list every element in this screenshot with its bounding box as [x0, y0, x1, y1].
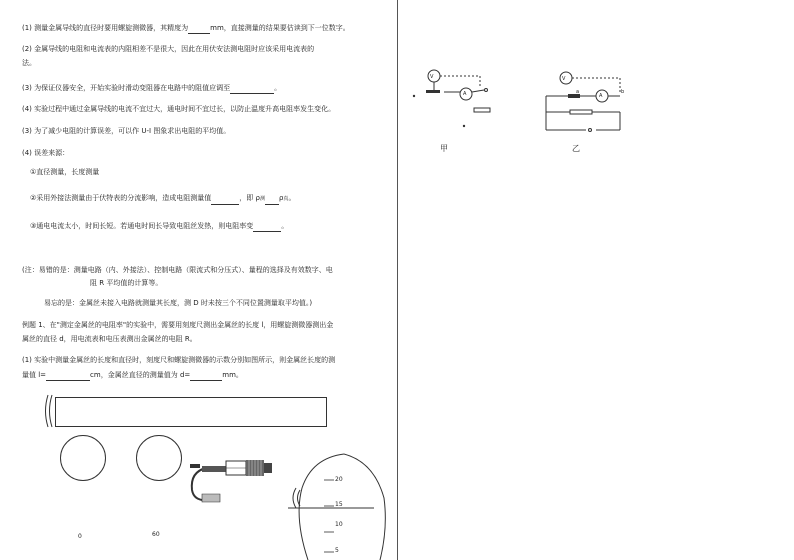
left-column — [0, 0, 396, 560]
line-3: (3) 为保证仪器安全，开始实验时滑动变阻器在电路中的阻值应调至 。 — [22, 84, 282, 92]
scale-label-0: 0 — [78, 533, 82, 540]
line-2b: 法。 — [22, 59, 36, 67]
thimble-label-20: 20 — [335, 476, 343, 483]
blank-measured — [211, 193, 239, 205]
note-line-1: (注：易错的是：测量电路（内、外接法）、控制电路（限流式和分压式）、量程的选择及有效数字、电 — [22, 266, 333, 274]
blank-compare — [265, 193, 279, 205]
line-7: ①直径测量，长度测量 — [30, 168, 100, 176]
line-9: ③通电电流太小，时间长短。若通电时间长导致电阻丝发热，则电阻率变 。 — [30, 222, 289, 230]
example-line-2: 属丝的直径 d，用电流表和电压表测出金属丝的电阻 R。 — [22, 335, 197, 343]
node-label-a: a — [576, 89, 580, 95]
question-line-1: (1) 实验中测量金属丝的长度和直径时，刻度尺和螺旋测微器的示数分别如图所示，则金属丝长度的测 — [22, 356, 336, 364]
blank-diameter — [190, 369, 222, 381]
ammeter-label-jia: A — [463, 91, 467, 97]
line-5: (3) 为了减少电阻的计算误差，可以作 U-I 图象求出电阻的平均值。 — [22, 127, 231, 135]
wire-cross-section-circle — [60, 435, 106, 481]
node-label-b: b — [621, 89, 625, 95]
scale-label-60: 60 — [152, 531, 160, 538]
thimble-label-5: 5 — [335, 547, 339, 554]
blank-resistivity — [253, 220, 281, 232]
line-1: (1) 测量金属导线的直径时要用螺旋测微器，其精度为 mm，直接测量的结果要估读到下一位数字。 — [22, 24, 350, 32]
voltmeter-label-jia: V — [430, 74, 434, 80]
circuit-diagram-jia — [408, 64, 504, 134]
wire-cross-section-circle — [136, 435, 182, 481]
circuit-diagram-yi — [540, 66, 630, 136]
line-8: ②采用外接法测量由于伏特表的分流影响，造成电阻测量值 ，即 ρ测 ρ真。 — [30, 193, 295, 205]
blank-resistance — [230, 82, 274, 94]
thimble-label-15: 15 — [335, 501, 343, 508]
note-line-3: 易忘的是：金属丝未接入电路就测量其长度，测 D 时未按三个不同位置测量取平均值。) — [44, 299, 313, 307]
caption-jia: 甲 — [440, 144, 448, 153]
blank-length — [46, 369, 90, 381]
ammeter-label-yi: A — [599, 93, 603, 99]
example-line-1: 例题 1、在"测定金属丝的电阻率"的实验中，需要用刻度尺测出金属丝的长度 l，用螺旋测微器测出金 — [22, 321, 334, 329]
line-4: (4) 实验过程中通过金属导线的电流不宜过大，通电时间不宜过长，以防止温度升高电阻率发生变化。 — [22, 105, 336, 113]
question-line-2: 量值 l= cm，金属丝直径的测量值为 d= mm。 — [22, 371, 243, 379]
line-2a: (2) 金属导线的电阻和电流表的内阻相差不是很大，因此在用伏安法测电阻时应该采用电流表的 — [22, 45, 315, 53]
micrometer-drawing — [186, 454, 284, 506]
voltmeter-label-yi: V — [562, 76, 566, 82]
ruler-diagram — [55, 397, 327, 427]
note-line-2: 阻 R 平均值的计算等。 — [90, 279, 163, 287]
column-divider — [397, 0, 398, 560]
blank-precision — [188, 22, 210, 34]
thimble-label-10: 10 — [335, 521, 343, 528]
line-6: (4) 误差来源： — [22, 149, 70, 157]
caption-yi: 乙 — [572, 144, 580, 153]
